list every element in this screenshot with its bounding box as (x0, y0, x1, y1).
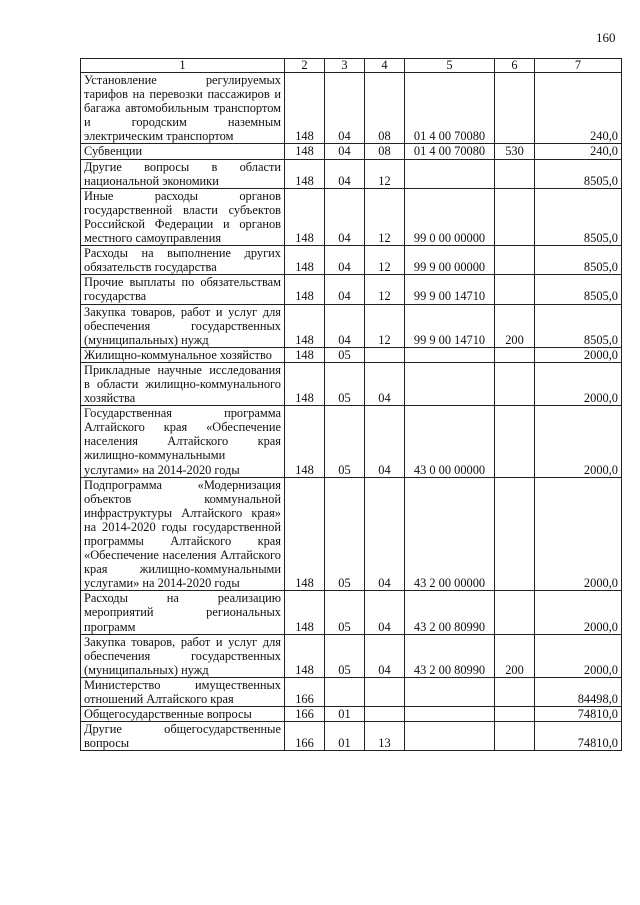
amount: 240,0 (535, 144, 622, 159)
code-subsection: 12 (365, 275, 405, 304)
item-name: Государственная программа Алтайского края «Обеспечение населения Алтайского края жилищно-коммунальными услугами» на 2014-2020 годы (81, 406, 285, 477)
header-cell: 5 (405, 59, 495, 73)
code-target: 01 4 00 70080 (405, 144, 495, 159)
code-expense-type (495, 246, 535, 275)
code-section: 05 (325, 362, 365, 405)
amount: 84498,0 (535, 677, 622, 706)
header-cell: 3 (325, 59, 365, 73)
amount: 8505,0 (535, 159, 622, 188)
code-expense-type (495, 707, 535, 722)
page-number: 160 (596, 30, 616, 45)
code-subsection: 08 (365, 144, 405, 159)
code-subsection: 04 (365, 477, 405, 591)
code-admin: 148 (285, 159, 325, 188)
code-subsection: 04 (365, 591, 405, 634)
code-target (405, 159, 495, 188)
code-target: 43 2 00 80990 (405, 591, 495, 634)
item-name: Прикладные научные исследования в области жилищно-коммунального хозяйства (81, 362, 285, 405)
code-subsection: 04 (365, 362, 405, 405)
code-section: 05 (325, 634, 365, 677)
code-expense-type (495, 159, 535, 188)
table-row (81, 347, 622, 362)
code-subsection: 04 (365, 406, 405, 477)
item-name: Министерство имущественных отношений Алтайского края (81, 677, 285, 706)
code-subsection (365, 347, 405, 362)
amount: 240,0 (535, 73, 622, 144)
header-cell: 7 (535, 59, 622, 73)
code-expense-type (495, 275, 535, 304)
code-admin: 166 (285, 677, 325, 706)
code-admin: 148 (285, 591, 325, 634)
table-row (81, 362, 622, 405)
table-row (81, 591, 622, 634)
code-section: 05 (325, 406, 365, 477)
item-name: Иные расходы органов государственной власти субъектов Российской Федерации и органов местного самоуправления (81, 188, 285, 245)
code-target: 99 9 00 14710 (405, 275, 495, 304)
code-expense-type (495, 73, 535, 144)
header-cell: 4 (365, 59, 405, 73)
amount: 2000,0 (535, 634, 622, 677)
code-admin: 148 (285, 406, 325, 477)
code-subsection: 12 (365, 159, 405, 188)
code-admin: 148 (285, 477, 325, 591)
code-expense-type (495, 591, 535, 634)
code-target: 43 2 00 80990 (405, 634, 495, 677)
code-target: 43 2 00 00000 (405, 477, 495, 591)
code-target (405, 707, 495, 722)
header-row (81, 59, 622, 73)
code-section: 05 (325, 591, 365, 634)
code-subsection: 12 (365, 188, 405, 245)
table-row (81, 73, 622, 144)
item-name: Подпрограмма «Модернизация объектов коммунальной инфраструктуры Алтайского края» на 2014-2020 годы государственной программы Алтайского края «Обеспечение населения Алтайского края жилищно-коммунальными услугами» на 2014-2020 годы (81, 477, 285, 591)
code-section (325, 677, 365, 706)
code-section: 05 (325, 477, 365, 591)
code-target (405, 677, 495, 706)
item-name: Установление регулируемых тарифов на перевозки пассажиров и багажа автомобильным транспортом и городским наземным электрическим транспортом (81, 73, 285, 144)
code-subsection (365, 707, 405, 722)
amount: 2000,0 (535, 406, 622, 477)
code-section: 01 (325, 707, 365, 722)
code-admin: 148 (285, 304, 325, 347)
table-row (81, 707, 622, 722)
amount: 2000,0 (535, 477, 622, 591)
code-expense-type: 200 (495, 304, 535, 347)
code-target: 01 4 00 70080 (405, 73, 495, 144)
amount: 2000,0 (535, 591, 622, 634)
code-target (405, 362, 495, 405)
item-name: Закупка товаров, работ и услуг для обеспечения государственных (муниципальных) нужд (81, 634, 285, 677)
code-expense-type (495, 677, 535, 706)
code-subsection: 08 (365, 73, 405, 144)
code-expense-type: 200 (495, 634, 535, 677)
table-row (81, 477, 622, 591)
amount: 8505,0 (535, 246, 622, 275)
table-row (81, 188, 622, 245)
table-row (81, 275, 622, 304)
code-admin: 166 (285, 722, 325, 751)
table-row (81, 159, 622, 188)
code-section: 04 (325, 275, 365, 304)
code-section: 04 (325, 246, 365, 275)
amount: 8505,0 (535, 304, 622, 347)
code-expense-type (495, 188, 535, 245)
code-admin: 148 (285, 73, 325, 144)
amount: 8505,0 (535, 188, 622, 245)
code-section: 04 (325, 73, 365, 144)
code-admin: 148 (285, 634, 325, 677)
amount: 8505,0 (535, 275, 622, 304)
amount: 2000,0 (535, 347, 622, 362)
code-section: 04 (325, 188, 365, 245)
code-expense-type (495, 347, 535, 362)
item-name: Другие общегосударственные вопросы (81, 722, 285, 751)
item-name: Расходы на реализацию мероприятий региональных программ (81, 591, 285, 634)
code-admin: 148 (285, 188, 325, 245)
code-subsection (365, 677, 405, 706)
code-target (405, 347, 495, 362)
code-section: 04 (325, 304, 365, 347)
code-section: 04 (325, 144, 365, 159)
code-admin: 148 (285, 275, 325, 304)
code-section: 04 (325, 159, 365, 188)
item-name: Закупка товаров, работ и услуг для обеспечения государственных (муниципальных) нужд (81, 304, 285, 347)
code-target: 99 0 00 00000 (405, 188, 495, 245)
header-cell: 1 (81, 59, 285, 73)
code-expense-type (495, 722, 535, 751)
code-admin: 148 (285, 246, 325, 275)
item-name: Жилищно-коммунальное хозяйство (81, 347, 285, 362)
table-row (81, 634, 622, 677)
code-expense-type (495, 406, 535, 477)
header-cell: 2 (285, 59, 325, 73)
header-cell: 6 (495, 59, 535, 73)
table-row (81, 304, 622, 347)
code-subsection: 12 (365, 304, 405, 347)
budget-table (80, 58, 622, 751)
table-row (81, 677, 622, 706)
code-target (405, 722, 495, 751)
code-subsection: 12 (365, 246, 405, 275)
item-name: Прочие выплаты по обязательствам государства (81, 275, 285, 304)
item-name: Расходы на выполнение других обязательств государства (81, 246, 285, 275)
code-admin: 148 (285, 144, 325, 159)
table-row (81, 246, 622, 275)
code-expense-type: 530 (495, 144, 535, 159)
item-name: Общегосударственные вопросы (81, 707, 285, 722)
table-row (81, 406, 622, 477)
code-subsection: 13 (365, 722, 405, 751)
code-target: 99 9 00 00000 (405, 246, 495, 275)
amount: 2000,0 (535, 362, 622, 405)
code-admin: 148 (285, 362, 325, 405)
item-name: Субвенции (81, 144, 285, 159)
code-subsection: 04 (365, 634, 405, 677)
code-section: 05 (325, 347, 365, 362)
code-expense-type (495, 362, 535, 405)
table-row (81, 722, 622, 751)
table-row (81, 144, 622, 159)
code-section: 01 (325, 722, 365, 751)
code-admin: 166 (285, 707, 325, 722)
code-target: 43 0 00 00000 (405, 406, 495, 477)
code-expense-type (495, 477, 535, 591)
code-target: 99 9 00 14710 (405, 304, 495, 347)
amount: 74810,0 (535, 722, 622, 751)
item-name: Другие вопросы в области национальной экономики (81, 159, 285, 188)
amount: 74810,0 (535, 707, 622, 722)
code-admin: 148 (285, 347, 325, 362)
